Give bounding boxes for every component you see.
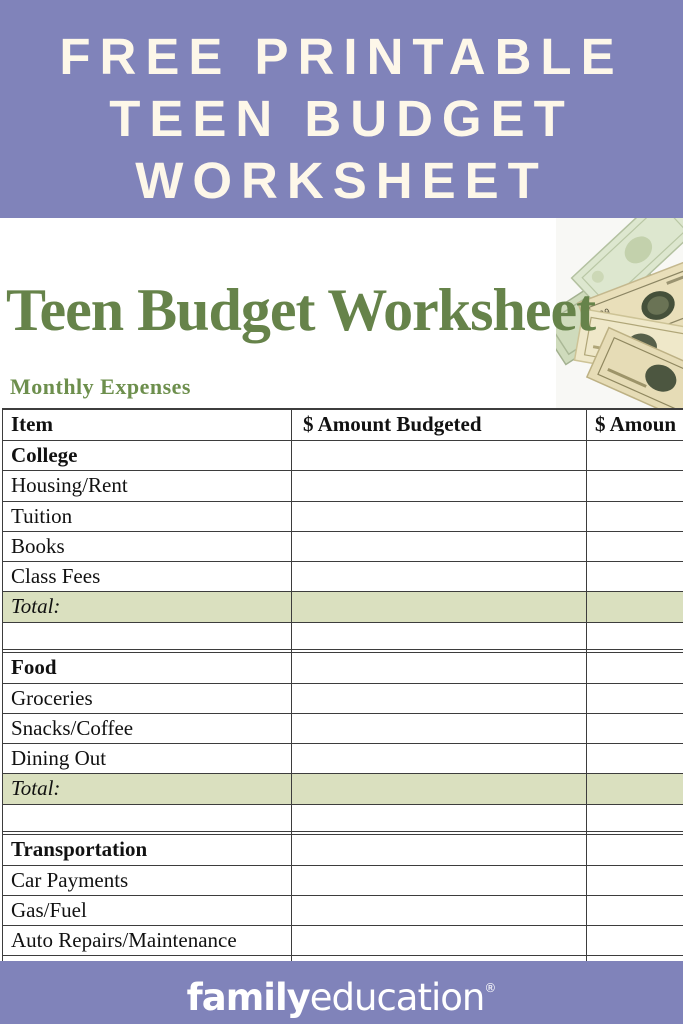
amount-budgeted-cell (292, 441, 587, 470)
table-row (3, 896, 683, 926)
worksheet-page (0, 218, 683, 961)
table-row (3, 471, 683, 501)
item-cell: Food (3, 653, 292, 682)
amount-budgeted-cell (292, 532, 587, 561)
table-row (3, 714, 683, 744)
expenses-table (2, 408, 683, 961)
table-row (3, 623, 683, 650)
item-cell: Housing/Rent (3, 471, 292, 500)
worksheet-title: Teen Budget Worksheet (6, 277, 596, 343)
table-row (3, 653, 683, 683)
item-cell: Dining Out (3, 744, 292, 773)
banner-line-3: WORKSHEET (135, 152, 548, 209)
table-row (3, 562, 683, 592)
amount-spent-cell (587, 653, 683, 682)
amount-spent-cell (587, 562, 683, 591)
item-cell (3, 623, 292, 649)
amount-spent-cell (587, 441, 683, 470)
amount-budgeted-cell (292, 502, 587, 531)
table-row (3, 805, 683, 832)
amount-spent-cell (587, 623, 683, 649)
amount-spent-cell (587, 866, 683, 895)
amount-spent-cell (587, 805, 683, 831)
brand-family: family (186, 975, 310, 1019)
amount-spent-cell (587, 471, 683, 500)
item-cell (3, 805, 292, 831)
divider-cell (3, 832, 292, 835)
item-cell: Transportation (3, 835, 292, 864)
total-row (3, 774, 683, 804)
banner-line-1: FREE PRINTABLE (59, 28, 624, 85)
amount-budgeted-cell (292, 835, 587, 864)
amount-budgeted-cell (292, 471, 587, 500)
item-cell: Total: (3, 592, 292, 621)
table-row (3, 835, 683, 865)
amount-budgeted-cell (292, 653, 587, 682)
divider-cell (587, 650, 683, 653)
amount-spent-cell (587, 532, 683, 561)
amount-spent-cell (587, 714, 683, 743)
table-row (3, 684, 683, 714)
amount-budgeted-cell (292, 896, 587, 925)
table-row (3, 866, 683, 896)
item-cell: Auto Repairs/Maintenance (3, 926, 292, 955)
amount-budgeted-column-header: $ Amount Budgeted (292, 410, 587, 440)
item-cell: Tuition (3, 502, 292, 531)
amount-spent-cell (587, 684, 683, 713)
registered-trademark-icon: ® (484, 980, 497, 995)
item-cell: Class Fees (3, 562, 292, 591)
amount-budgeted-cell (292, 592, 587, 621)
total-row (3, 592, 683, 622)
amount-budgeted-cell (292, 623, 587, 649)
item-cell: Gas/Fuel (3, 896, 292, 925)
item-cell: Groceries (3, 684, 292, 713)
amount-spent-column-header: $ Amoun (587, 410, 683, 440)
amount-spent-cell (587, 592, 683, 621)
footer-bar (0, 961, 683, 1024)
familyeducation-logo (187, 957, 497, 1024)
amount-spent-cell (587, 744, 683, 773)
table-header-row (3, 410, 683, 441)
amount-budgeted-cell (292, 684, 587, 713)
amount-spent-cell (587, 926, 683, 955)
amount-budgeted-cell (292, 744, 587, 773)
amount-budgeted-cell (292, 774, 587, 803)
table-row (3, 532, 683, 562)
item-cell: Snacks/Coffee (3, 714, 292, 743)
divider-cell (292, 650, 587, 653)
amount-spent-cell (587, 835, 683, 864)
banner-line-2: TEEN BUDGET (109, 90, 574, 147)
divider-cell (292, 832, 587, 835)
amount-spent-cell (587, 774, 683, 803)
monthly-expenses-heading: Monthly Expenses (10, 374, 191, 399)
top-banner (0, 0, 683, 218)
amount-spent-cell (587, 896, 683, 925)
item-cell: Books (3, 532, 292, 561)
amount-spent-cell (587, 502, 683, 531)
table-row (3, 441, 683, 471)
amount-budgeted-cell (292, 805, 587, 831)
divider-cell (3, 650, 292, 653)
amount-budgeted-cell (292, 562, 587, 591)
brand-education: education (309, 975, 485, 1019)
table-row (3, 502, 683, 532)
amount-budgeted-cell (292, 866, 587, 895)
amount-budgeted-cell (292, 926, 587, 955)
item-cell: Total: (3, 774, 292, 803)
table-row (3, 744, 683, 774)
item-cell: College (3, 441, 292, 470)
amount-budgeted-cell (292, 714, 587, 743)
table-row (3, 926, 683, 956)
divider-cell (587, 832, 683, 835)
item-cell: Car Payments (3, 866, 292, 895)
item-column-header: Item (3, 410, 292, 440)
